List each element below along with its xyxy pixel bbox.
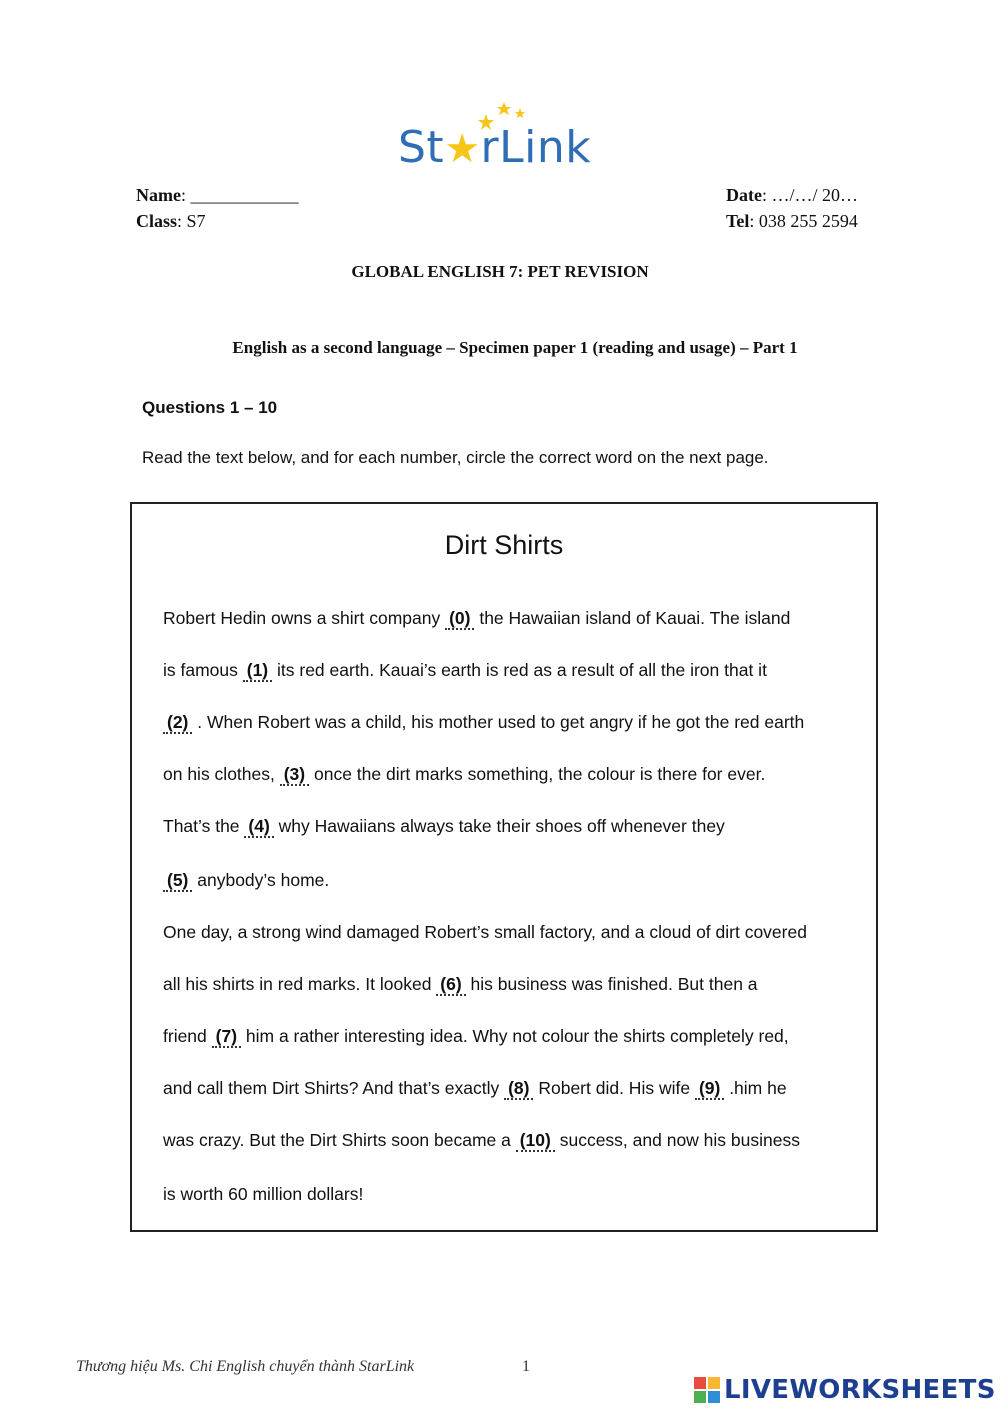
passage-line: is worth 60 million dollars! xyxy=(163,1184,364,1204)
page-subtitle: English as a second language – Specimen paper 1 (reading and usage) – Part 1 xyxy=(232,338,798,357)
passage-box xyxy=(130,502,878,1232)
gap-3[interactable]: (3) xyxy=(280,764,309,786)
passage-line: Robert Hedin owns a shirt company (0) the Hawaiian island of Kauai. The island xyxy=(163,608,791,628)
gap-9[interactable]: (9) xyxy=(695,1078,724,1100)
liveworksheets-logo-icon xyxy=(694,1377,720,1403)
footer-note: Thương hiệu Ms. Chi English chuyển thành StarLink xyxy=(76,1358,415,1375)
questions-heading: Questions 1 – 10 xyxy=(142,398,278,417)
gap-2[interactable]: (2) xyxy=(163,712,192,734)
logo-wordmark: St★rLink xyxy=(398,122,592,173)
starlink-logo xyxy=(398,100,628,175)
page-number: 1 xyxy=(522,1358,530,1375)
passage-line: (2) . When Robert was a child, his mother used to get angry if he got the red earth xyxy=(163,712,804,734)
passage-line: friend (7) him a rather interesting idea. Why not colour the shirts completely red, xyxy=(163,1026,789,1046)
passage-line: is famous (1) its red earth. Kauai’s earth is red as a result of all the iron that it xyxy=(163,660,767,680)
passage-line: One day, a strong wind damaged Robert’s small factory, and a cloud of dirt covered xyxy=(163,922,807,942)
star-icon: ★ xyxy=(444,126,481,172)
gap-10[interactable]: (10) xyxy=(516,1130,555,1152)
gap-7[interactable]: (7) xyxy=(212,1026,241,1048)
instructions: Read the text below, and for each number, circle the correct word on the next page. xyxy=(142,448,769,467)
tel-field: Tel: 038 255 2594 xyxy=(726,211,858,231)
passage-line: on his clothes, (3) once the dirt marks something, the colour is there for ever. xyxy=(163,764,766,784)
name-field: Name: ____________ xyxy=(136,185,299,205)
watermark-text: LIVEWORKSHEETS xyxy=(724,1375,996,1405)
gap-0[interactable]: (0) xyxy=(445,608,474,630)
gap-6[interactable]: (6) xyxy=(436,974,465,996)
gap-5[interactable]: (5) xyxy=(163,870,192,892)
page-title: GLOBAL ENGLISH 7: PET REVISION xyxy=(351,262,649,281)
date-field: Date: …/…/ 20… xyxy=(726,185,858,205)
gap-1[interactable]: (1) xyxy=(243,660,272,682)
gap-8[interactable]: (8) xyxy=(504,1078,533,1100)
passage-line: was crazy. But the Dirt Shirts soon became a (10) success, and now his business xyxy=(163,1130,800,1150)
class-field: Class: S7 xyxy=(136,211,206,231)
passage-title: Dirt Shirts xyxy=(444,530,564,560)
liveworksheets-watermark xyxy=(694,1374,996,1406)
passage-line: all his shirts in red marks. It looked (6) his business was finished. But then a xyxy=(163,974,758,994)
passage-line: That’s the (4) why Hawaiians always take their shoes off whenever they xyxy=(163,816,725,836)
passage-line: (5) anybody’s home. xyxy=(163,870,329,892)
passage-line: and call them Dirt Shirts? And that’s exactly (8) Robert did. His wife (9) .him he xyxy=(163,1078,787,1098)
gap-4[interactable]: (4) xyxy=(244,816,273,838)
